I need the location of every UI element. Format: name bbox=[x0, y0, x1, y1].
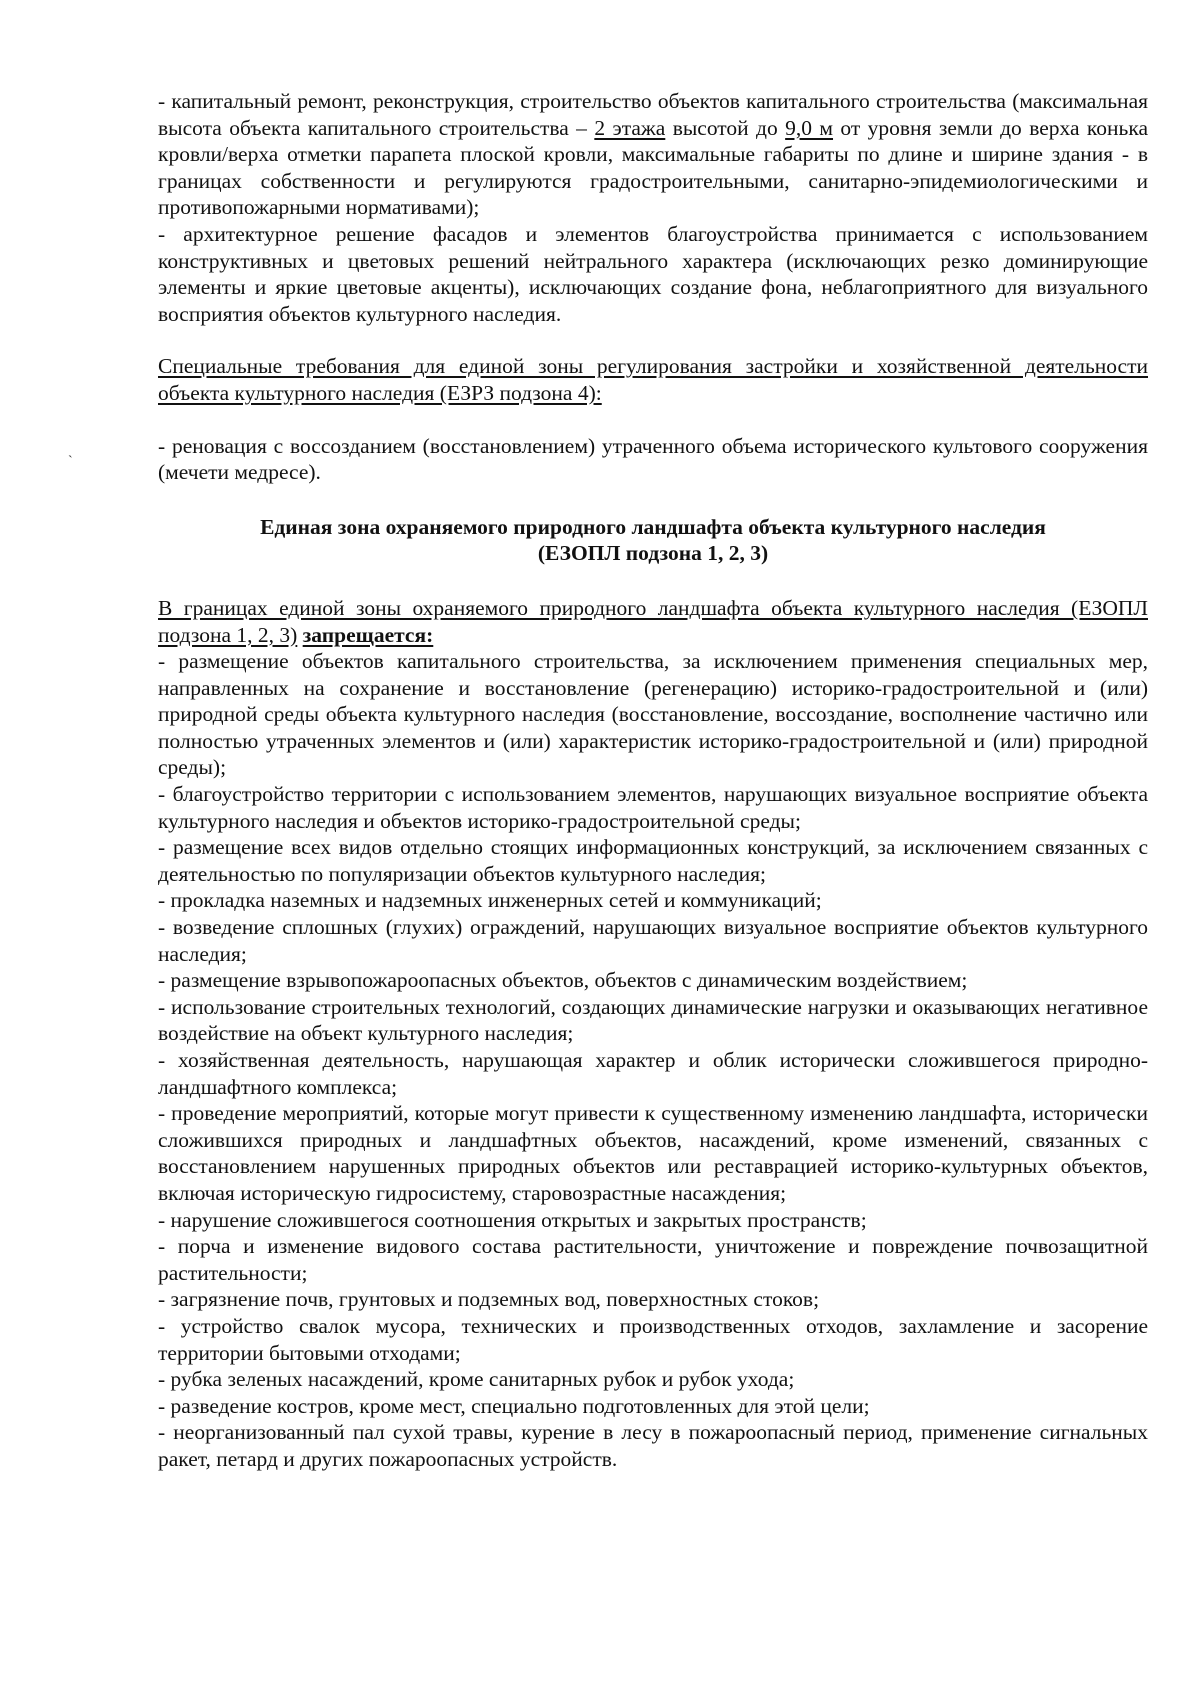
spacer bbox=[158, 567, 1148, 595]
prohibition-intro-bold: запрещается: bbox=[302, 622, 434, 647]
list-item: - нарушение сложившегося соотношения открытых и закрытых пространств; bbox=[158, 1207, 867, 1232]
paragraph-renovation: - реновация с воссозданием (восстановлением) утраченного объема исторического культового сооружения (мечети медресе). bbox=[158, 433, 1148, 485]
list-item: - загрязнение почв, грунтовых и подземных вод, поверхностных стоков; bbox=[158, 1287, 820, 1312]
paragraph-capital-repair-text-b: высотой до bbox=[665, 115, 786, 140]
list-item: - прокладка наземных и надземных инженерных сетей и коммуникаций; bbox=[158, 888, 822, 913]
list-item: - размещение всех видов отдельно стоящих информационных конструкций, за исключением связанных с деятельностью по популяризации объектов культурного наследия; bbox=[158, 835, 1148, 886]
document-page bbox=[158, 88, 1148, 1473]
list-item: - проведение мероприятий, которые могут привести к существенному изменению ландшафта, исторически сложившихся природных и ландшафтных объектов, насаждений, кроме изменений, связанных с восстановлением нарушенных природных объектов или реставрацией историко-культурных объектов, включая историческую гидросистему, старовозрастные насаждения; bbox=[158, 1101, 1148, 1205]
paragraph-capital-repair bbox=[158, 88, 1148, 221]
special-requirements-heading: Специальные требования для единой зоны регулирования застройки и хозяйственной деятельности объекта культурного наследия (ЕЗРЗ подзона 4): bbox=[158, 354, 1148, 405]
prohibition-intro-underlined: В границах единой зоны охраняемого природного ландшафта объекта культурного наследия (ЕЗОПЛ подзона 1, 2, 3) bbox=[158, 595, 1148, 647]
list-item: - неорганизованный пал сухой травы, курение в лесу в пожароопасный период, применение сигнальных ракет, петард и других пожароопасных устройств. bbox=[158, 1420, 1148, 1471]
prohibition-intro bbox=[158, 595, 1148, 648]
list-item: - устройство свалок мусора, технических и производственных отходов, захламление и засорение территории бытовыми отходами; bbox=[158, 1313, 1148, 1365]
section-title-line-2: (ЕЗОПЛ подзона 1, 2, 3) bbox=[537, 541, 769, 566]
section-title-line-1: Единая зона охраняемого природного ландшафта объекта культурного наследия bbox=[260, 514, 1046, 539]
spacer bbox=[158, 327, 1148, 353]
paragraph-capital-repair-text-c: от уровня земли до верха конька кровли/верха отметки парапета плоской кровли, максимальные габариты по длине и ширине здания - в границах собственности и регулируются градостроительными, санитарно-эпидемиологическими и противопожарными нормативами); bbox=[158, 115, 1148, 220]
paragraph-architecture: - архитектурное решение фасадов и элементов благоустройства принимается с использованием конструктивных и цветовых решений нейтрального характера (исключающих резко доминирующие элементы и яркие цветовые акценты), исключающих создание фона, неблагоприятного для визуального восприятия объектов культурного наследия. bbox=[158, 221, 1148, 326]
max-height-value: 9,0 м bbox=[785, 115, 834, 140]
paragraph-capital-repair-text-a: - капитальный ремонт, реконструкция, строительство объектов капитального строительства (максимальная высота объекта капитального строительства – bbox=[158, 89, 1148, 140]
list-item: - возведение сплошных (глухих) ограждений, нарушающих визуальное восприятие объектов культурного наследия; bbox=[158, 915, 1148, 966]
list-item: - хозяйственная деятельность, нарушающая характер и облик исторически сложившегося природно-ландшафтного комплекса; bbox=[158, 1048, 1148, 1099]
list-item: - размещение взрывопожароопасных объектов, объектов с динамическим воздействием; bbox=[158, 968, 968, 993]
list-item: - рубка зеленых насаждений, кроме санитарных рубок и рубок ухода; bbox=[158, 1367, 795, 1392]
list-item: - порча и изменение видового состава растительности, уничтожение и повреждение почвозащитной растительности; bbox=[158, 1234, 1148, 1285]
list-item: - разведение костров, кроме мест, специально подготовленных для этой цели; bbox=[158, 1393, 870, 1418]
spacer bbox=[158, 486, 1148, 514]
stray-scan-mark: ` bbox=[68, 454, 73, 469]
list-item: - использование строительных технологий, создающих динамические нагрузки и оказывающих негативное воздействие на объект культурного наследия; bbox=[158, 994, 1148, 1046]
max-floors-value: 2 этажа bbox=[594, 115, 666, 140]
spacer bbox=[158, 407, 1148, 433]
list-item: - благоустройство территории с использованием элементов, нарушающих визуальное восприятие объекта культурного наследия и объектов историко-градостроительной среды; bbox=[158, 782, 1148, 833]
list-item: - размещение объектов капитального строительства, за исключением применения специальных мер, направленных на сохранение и восстановление (регенерацию) историко-градостроительной и (или) природной среды объекта культурного наследия (восстановление, воссоздание, восполнение частично или полностью утраченных элементов и (или) характеристик историко-градостроительной и (или) природной среды); bbox=[158, 649, 1148, 780]
